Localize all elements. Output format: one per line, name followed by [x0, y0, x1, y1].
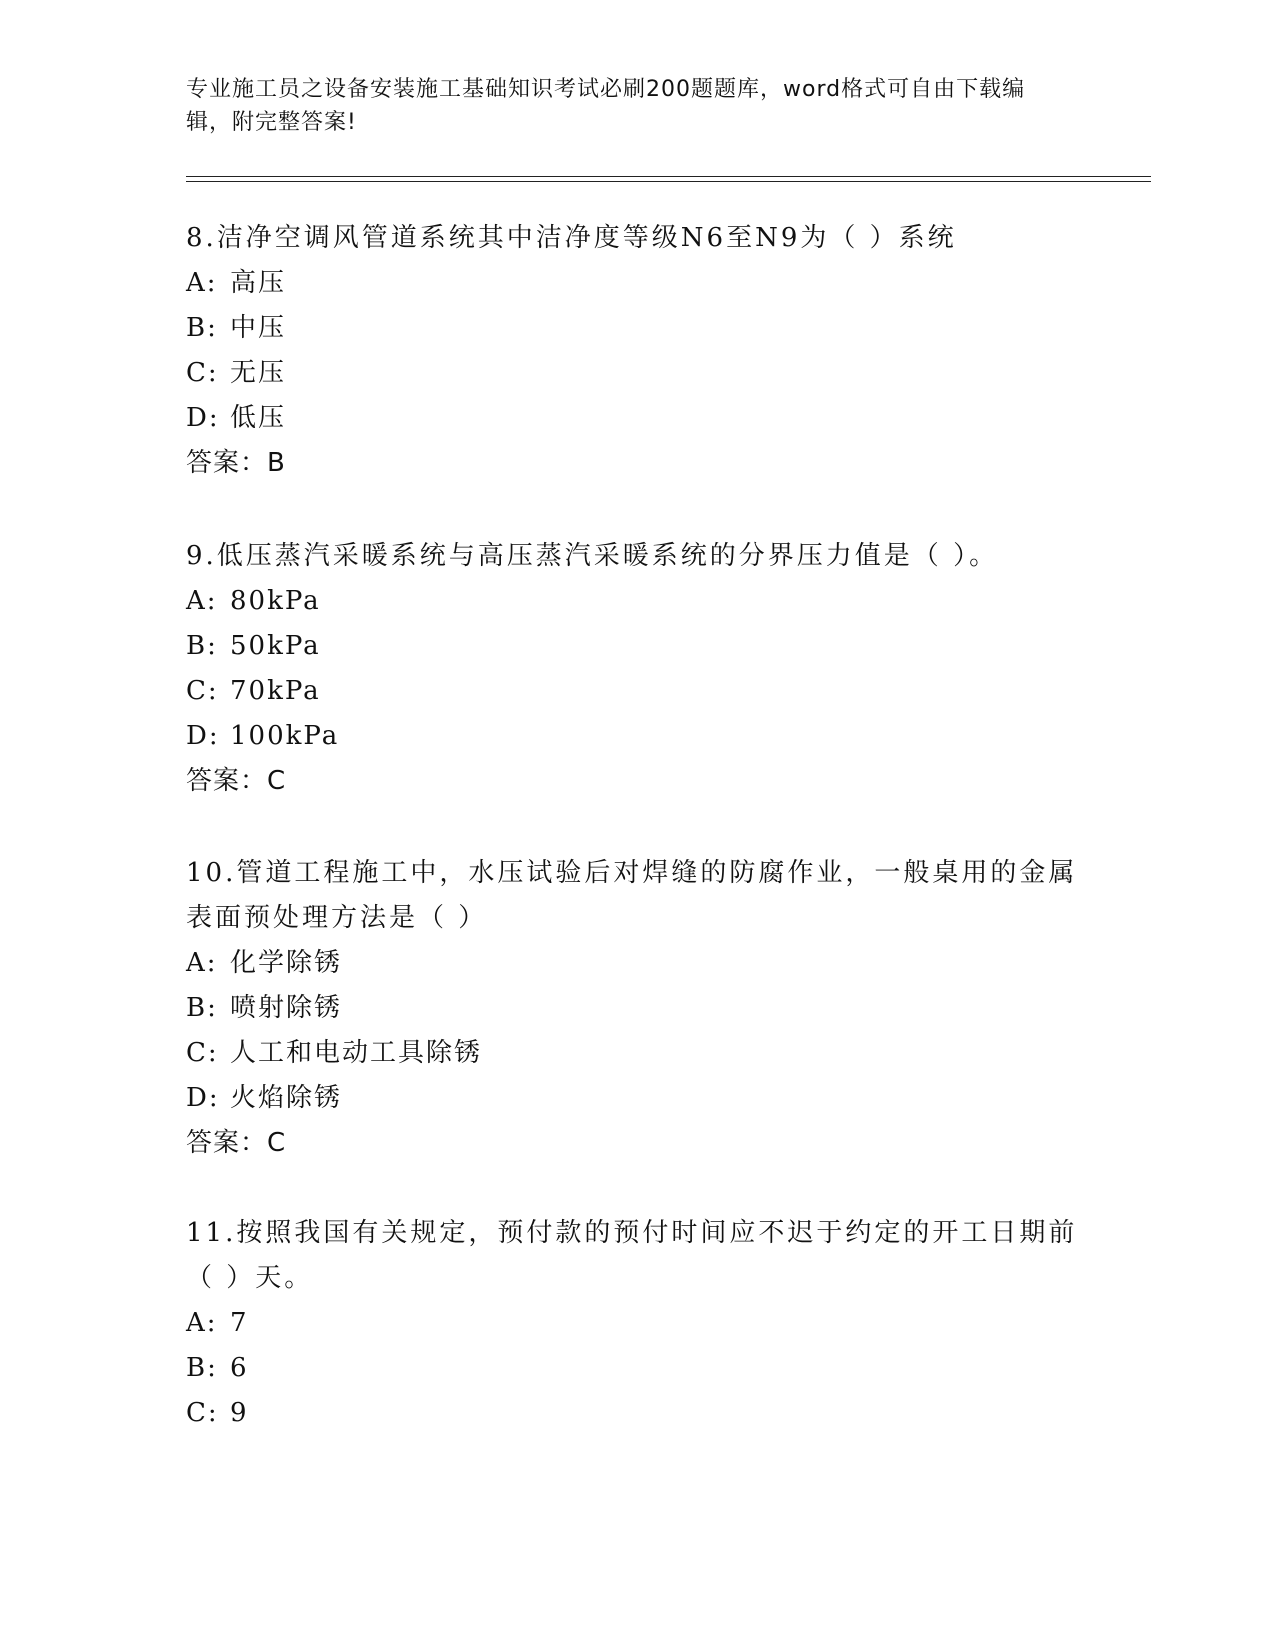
option-b	[186, 986, 1086, 1031]
option-b	[186, 1346, 1086, 1391]
option-text: 7	[230, 1308, 249, 1338]
option-a	[186, 1301, 1086, 1346]
option-letter: C:	[186, 676, 219, 706]
option-text: 9	[230, 1398, 249, 1428]
option-text: 80kPa	[230, 586, 321, 616]
option-text: 人工和电动工具除锈	[230, 1038, 483, 1068]
option-letter: B:	[186, 993, 218, 1023]
option-letter: A:	[186, 1308, 218, 1338]
header-divider-top	[186, 176, 1151, 177]
option-text: 中压	[230, 313, 287, 343]
question-text: 9.低压蒸汽采暖系统与高压蒸汽采暖系统的分界压力值是（ ）。	[186, 541, 999, 571]
answer-label: 答案：C	[186, 1128, 287, 1158]
option-letter: B:	[186, 313, 218, 343]
option-text: 50kPa	[230, 631, 321, 661]
option-c	[186, 1031, 1086, 1076]
option-text: 喷射除锈	[230, 993, 343, 1023]
question-text: 8.洁净空调风管道系统其中洁净度等级N6至N9为（ ）系统	[186, 223, 957, 253]
option-a	[186, 941, 1086, 986]
option-text: 100kPa	[230, 721, 340, 751]
option-text: 低压	[230, 403, 287, 433]
option-text: 无压	[230, 358, 287, 388]
question-10	[186, 851, 1086, 1166]
option-text: 火焰除锈	[230, 1083, 343, 1113]
option-letter: C:	[186, 1398, 219, 1428]
option-letter: B:	[186, 1353, 218, 1383]
option-letter: A:	[186, 586, 218, 616]
question-9	[186, 534, 1086, 804]
option-c	[186, 351, 1086, 396]
question-text: 11.按照我国有关规定，预付款的预付时间应不迟于约定的开工日期前（ ）天。	[186, 1218, 1078, 1293]
option-d	[186, 714, 1086, 759]
option-d	[186, 1076, 1086, 1121]
option-letter: A:	[186, 268, 218, 298]
option-letter: D:	[186, 721, 220, 751]
option-letter: D:	[186, 1083, 220, 1113]
answer-label: 答案：C	[186, 766, 287, 796]
document-header: 专业施工员之设备安装施工基础知识考试必刷200题题库，word格式可自由下载编辑，附完整答案!	[186, 77, 1026, 135]
option-letter: A:	[186, 948, 218, 978]
question-8	[186, 216, 1086, 486]
option-text: 化学除锈	[230, 948, 343, 978]
option-letter: C:	[186, 1038, 219, 1068]
option-d	[186, 396, 1086, 441]
option-letter: D:	[186, 403, 220, 433]
option-c	[186, 1391, 1086, 1436]
option-c	[186, 669, 1086, 714]
option-b	[186, 306, 1086, 351]
option-text: 6	[230, 1353, 249, 1383]
option-letter: B:	[186, 631, 218, 661]
option-b	[186, 624, 1086, 669]
option-letter: C:	[186, 358, 219, 388]
question-11	[186, 1211, 1086, 1436]
option-a	[186, 261, 1086, 306]
option-text: 70kPa	[230, 676, 321, 706]
option-text: 高压	[230, 268, 287, 298]
header-divider-bottom	[186, 181, 1151, 182]
question-text: 10.管道工程施工中，水压试验后对焊缝的防腐作业，一般桌用的金属表面预处理方法是（ ）	[186, 858, 1078, 933]
option-a	[186, 579, 1086, 624]
answer-label: 答案：B	[186, 448, 286, 478]
